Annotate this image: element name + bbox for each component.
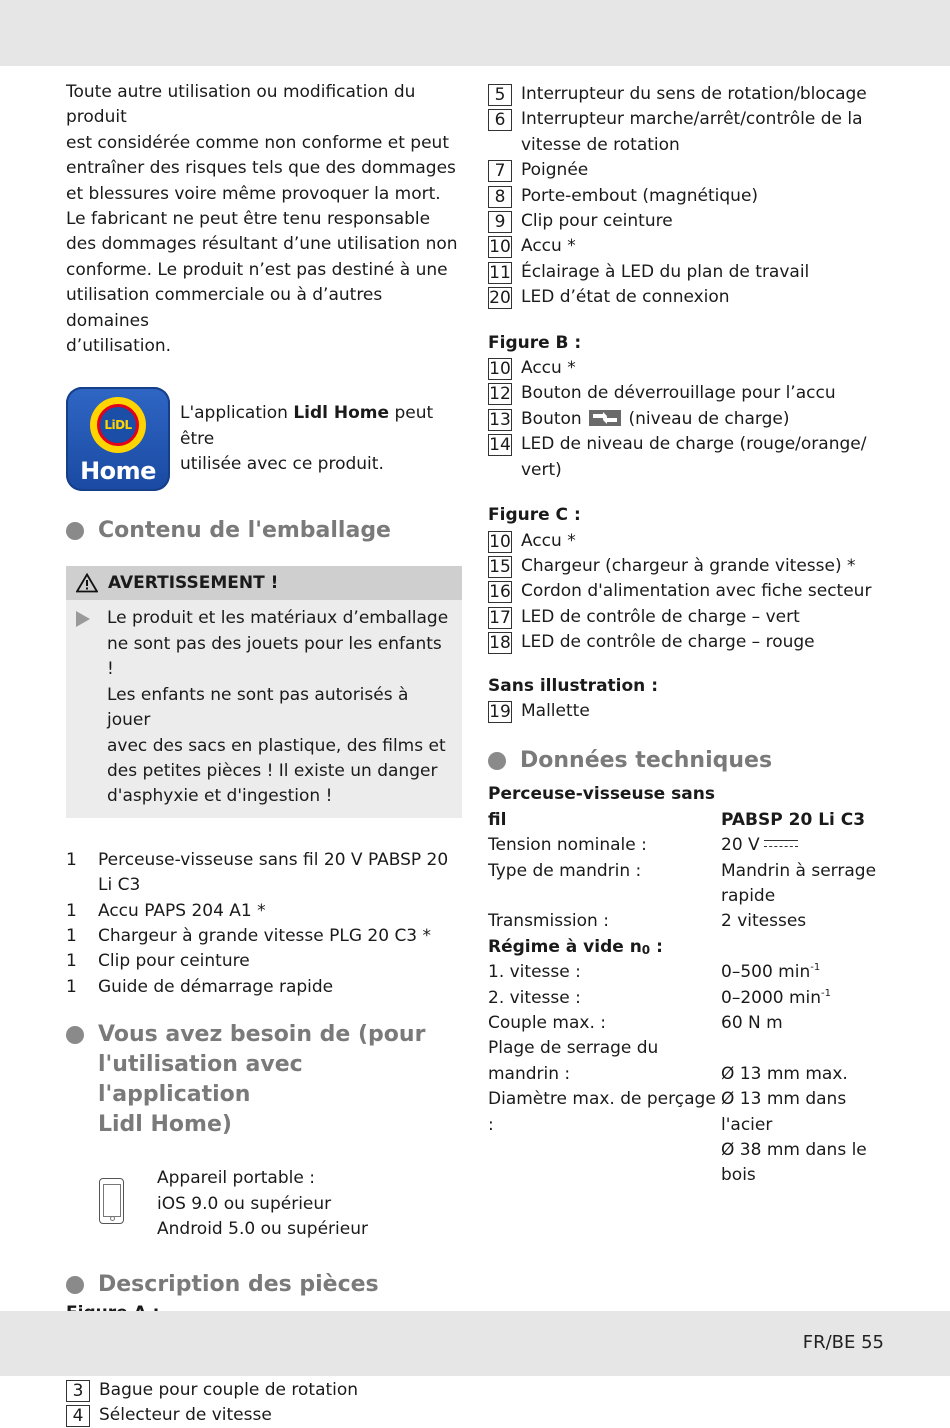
- part-number: 8: [488, 186, 512, 208]
- bullet-dot-icon: [66, 1276, 84, 1294]
- spec-row: Transmission : 2 vitesses: [488, 911, 807, 932]
- smartphone-icon: [99, 1178, 124, 1224]
- list-item: [66, 848, 462, 899]
- part-item: [488, 579, 888, 604]
- text-line: et blessures voire même provoquer la mort.: [66, 183, 441, 204]
- warning-triangle-icon: [76, 573, 98, 593]
- text-line: Perceuse-visseuse sans fil 20 V PABSP 20: [98, 849, 449, 870]
- item-text: [98, 975, 333, 1000]
- text-line: vitesse de rotation: [521, 134, 680, 155]
- text-line: des dommages résultant d’une utilisation non: [66, 234, 458, 255]
- text-line: Cordon d'alimentation avec fiche secteur: [521, 581, 872, 602]
- part-item: [488, 381, 888, 406]
- text-line: vert): [521, 459, 562, 480]
- text-line: Accu *: [521, 358, 576, 379]
- bullet-dot-icon: [488, 752, 506, 770]
- text-line: entraîner des risques tels que des dommages: [66, 158, 456, 179]
- text-line: Appareil portable :: [157, 1168, 315, 1189]
- bullet-dot-icon: [66, 1026, 84, 1044]
- figure-b-list: [488, 356, 888, 483]
- heading-donnees: Données techniques: [488, 746, 888, 776]
- bullet-dot-icon: [66, 522, 84, 540]
- spec-row: Perceuse-visseuse sans: [488, 784, 715, 805]
- right-column: [488, 82, 888, 1189]
- part-item: [488, 285, 888, 310]
- part-item: [488, 184, 888, 209]
- warning-text: [107, 606, 450, 809]
- part-item: [488, 605, 888, 630]
- part-label: [99, 1403, 272, 1428]
- heading-besoin: Vous avez besoin de (pour l'utilisation avec l'application Lidl Home): [66, 1020, 462, 1140]
- text-line: (niveau de charge): [623, 408, 790, 429]
- part-number: 14: [489, 435, 511, 456]
- package-list: [66, 848, 462, 1000]
- text-line: LED d’état de connexion: [521, 287, 730, 308]
- spec-row: fil PABSP 20 Li C3: [488, 809, 866, 830]
- part-number: 15: [489, 556, 511, 577]
- part-number: 7: [488, 160, 512, 182]
- part-number: 18: [489, 633, 511, 654]
- text-line: Poignée: [521, 160, 589, 181]
- figure-a-list-part2: [488, 82, 888, 311]
- text-line: Chargeur (chargeur à grande vitesse) *: [521, 555, 856, 576]
- text-line: LED de niveau de charge (rouge/orange/: [521, 434, 867, 455]
- part-item: [488, 82, 888, 107]
- text-line: d’utilisation.: [66, 336, 172, 357]
- text-line: Interrupteur marche/arrêt/contrôle de la: [521, 109, 863, 130]
- part-number: 20: [489, 288, 511, 309]
- heading-contenu: Contenu de l'emballage: [66, 516, 462, 546]
- part-label: [521, 579, 871, 604]
- text-line: Éclairage à LED du plan de travail: [521, 261, 810, 282]
- warning-header: AVERTISSEMENT !: [66, 566, 462, 600]
- text-line: Guide de démarrage rapide: [98, 976, 334, 997]
- quantity: 1: [66, 976, 77, 997]
- part-label: [521, 356, 576, 381]
- part-item: [488, 234, 888, 259]
- figure-c-title: Figure C :: [488, 505, 581, 526]
- spec-row: Régime à vide $n_0$ :: [488, 936, 663, 957]
- part-label: [521, 82, 867, 107]
- text-line: Android 5.0 ou supérieur: [157, 1218, 368, 1239]
- part-label: [521, 554, 856, 579]
- text-line: utilisation commerciale ou à d’autres domaines: [66, 285, 383, 331]
- text-line: Les enfants ne sont pas autorisés à jouer: [107, 684, 409, 731]
- app-note: L'application Lidl Home peut être utilisée avec ce produit.: [180, 403, 434, 475]
- part-label: [521, 630, 815, 655]
- part-label: [521, 605, 800, 630]
- spec-table: [488, 782, 888, 1189]
- text-line: d'asphyxie et d'ingestion !: [107, 786, 333, 807]
- part-item: [488, 209, 888, 234]
- footer-band: [0, 1311, 950, 1376]
- part-item: [488, 630, 888, 655]
- spec-row: Couple max. : 60 N m: [488, 1013, 783, 1033]
- device-text: [157, 1166, 368, 1242]
- list-item: [66, 975, 462, 1000]
- text-line: Le fabricant ne peut être tenu responsable: [66, 209, 431, 230]
- warning-box: [66, 566, 462, 817]
- spec-row: 2. vitesse : 0–2000 $\min^{-1}$: [488, 987, 832, 1008]
- part-label: [521, 407, 790, 432]
- text-line: Accu PAPS 204 A1 *: [98, 900, 266, 921]
- spec-row: Plage de serrage du mandrin : Ø 13 mm max.: [488, 1038, 848, 1084]
- sans-illustration-title: Sans illustration :: [488, 675, 658, 696]
- warning-body: [66, 600, 462, 817]
- part-item: [488, 260, 888, 285]
- spec-row: Diamètre max. de perçage : Ø 13 mm dans l'acier Ø 38 mm dans le bois: [488, 1089, 867, 1186]
- text-line: Toute autre utilisation ou modification du produit: [66, 82, 416, 128]
- text-line: LED de contrôle de charge – vert: [521, 606, 800, 627]
- part-number: 10: [489, 237, 511, 258]
- part-number: 6: [488, 109, 512, 131]
- text-line: Accu *: [521, 530, 576, 551]
- part-label: [521, 107, 863, 158]
- part-label: [521, 432, 866, 483]
- text-line: Sélecteur de vitesse: [99, 1405, 272, 1425]
- part-item: [488, 554, 888, 579]
- part-number: 17: [489, 607, 511, 628]
- arrow-right-icon: [76, 611, 90, 627]
- text-line: est considérée comme non conforme et peut: [66, 132, 449, 153]
- text-line: Bouton de déverrouillage pour l’accu: [521, 383, 836, 404]
- part-label: [521, 699, 590, 724]
- app-block: [66, 386, 462, 492]
- text-line: ne sont pas des jouets pour les enfants !: [107, 633, 442, 680]
- part-number: 5: [488, 84, 512, 106]
- item-text: [98, 899, 266, 924]
- part-label: [521, 184, 758, 209]
- lidl-home-app-icon: [66, 387, 170, 491]
- text-line: Bague pour couple de rotation: [99, 1379, 359, 1400]
- part-number: 3: [66, 1380, 90, 1402]
- intro-paragraph: [66, 80, 462, 359]
- part-label: [521, 381, 836, 406]
- text-line: Bouton: [521, 408, 588, 429]
- part-label: [521, 529, 576, 554]
- text-line: conforme. Le produit n’est pas destiné à une: [66, 259, 448, 280]
- text-line: Li C3: [98, 875, 141, 896]
- part-label: [521, 209, 673, 234]
- list-item: [66, 899, 462, 924]
- part-item: [488, 107, 888, 158]
- part-item: [488, 699, 888, 724]
- part-label: [521, 234, 576, 259]
- figure-b-title: Figure B :: [488, 332, 582, 353]
- part-number: 10: [489, 531, 511, 552]
- quantity: 1: [66, 925, 77, 946]
- part-number: 11: [489, 262, 511, 283]
- text-line: Clip pour ceinture: [521, 211, 673, 232]
- text-line: iOS 9.0 ou supérieur: [157, 1193, 332, 1214]
- text-line: Chargeur à grande vitesse PLG 20 C3 *: [98, 925, 432, 946]
- quantity: 1: [66, 849, 77, 870]
- left-column: [66, 80, 462, 1428]
- part-number: 13: [489, 409, 511, 430]
- text-line: Accu *: [521, 236, 576, 257]
- sans-illustration-list: [488, 699, 888, 724]
- spec-row: 1. vitesse : 0–500 $\min^{-1}$: [488, 962, 821, 983]
- part-label: [521, 158, 588, 183]
- part-item: [488, 158, 888, 183]
- quantity: 1: [66, 951, 77, 972]
- part-item: [66, 1378, 462, 1403]
- part-label: [521, 285, 730, 310]
- part-number: 19: [489, 701, 511, 722]
- list-item: [66, 949, 462, 974]
- text-line: Porte-embout (magnétique): [521, 185, 759, 206]
- app-icon-label: Home: [80, 457, 156, 486]
- spec-row: Tension nominale : 20 V: [488, 833, 888, 858]
- part-number: 4: [66, 1405, 90, 1427]
- text-line: LED de contrôle de charge – rouge: [521, 632, 815, 653]
- part-item: [66, 1403, 462, 1428]
- charge-level-icon: [589, 410, 621, 426]
- part-item: [488, 407, 888, 432]
- text-line: Le produit et les matériaux d’emballage: [107, 608, 449, 629]
- quantity: 1: [66, 900, 77, 921]
- text-line: Clip pour ceinture: [98, 951, 250, 972]
- part-item: [488, 356, 888, 381]
- part-label: [521, 260, 809, 285]
- text-line: Mallette: [521, 700, 590, 721]
- text-line: des petites pièces ! Il existe un danger: [107, 760, 438, 781]
- text-line: avec des sacs en plastique, des films et: [107, 735, 446, 756]
- item-text: [98, 949, 250, 974]
- part-number: 10: [489, 359, 511, 380]
- part-item: [488, 529, 888, 554]
- top-band: [0, 0, 950, 66]
- part-number: 9: [488, 211, 512, 233]
- page-number: FR/BE 55: [802, 1332, 884, 1353]
- part-number: 16: [489, 582, 511, 603]
- item-text: [98, 848, 448, 899]
- part-item: [488, 432, 888, 483]
- text-line: Interrupteur du sens de rotation/blocage: [521, 84, 867, 104]
- part-number: 12: [489, 384, 511, 405]
- figure-c-list: [488, 529, 888, 656]
- spec-row: Type de mandrin : Mandrin à serrage rapide: [488, 860, 877, 906]
- item-text: [98, 924, 431, 949]
- heading-description: Description des pièces: [66, 1270, 462, 1300]
- part-label: [99, 1378, 358, 1403]
- device-requirement: [66, 1166, 462, 1242]
- list-item: [66, 924, 462, 949]
- dc-current-icon: [764, 839, 798, 849]
- lidl-logo-icon: LiDL: [90, 397, 146, 453]
